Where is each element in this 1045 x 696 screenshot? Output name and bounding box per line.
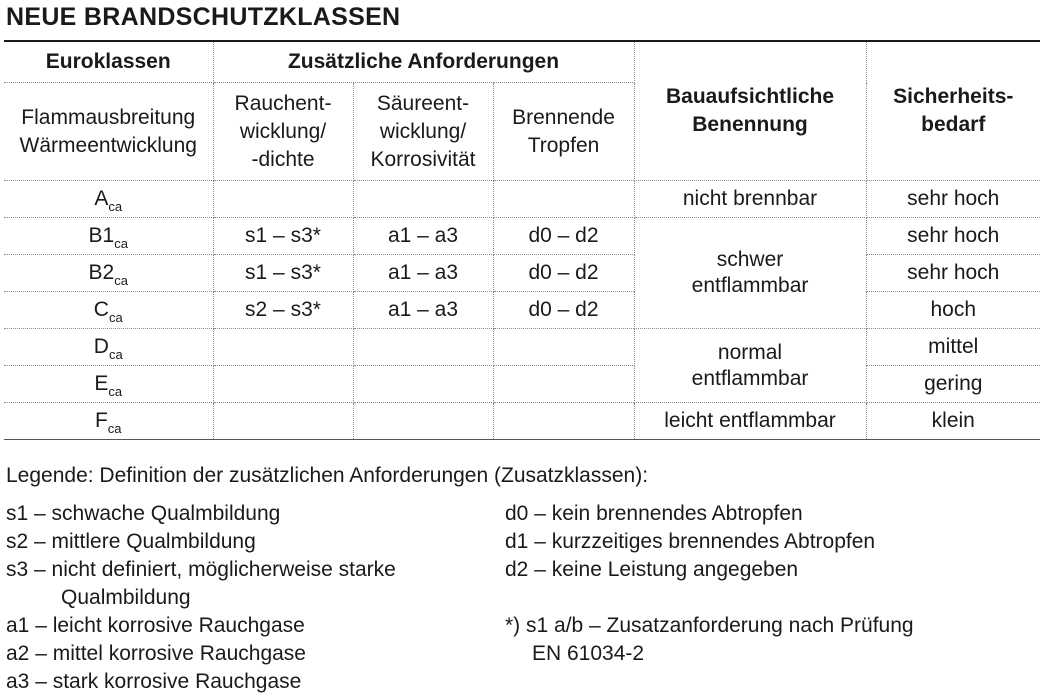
table-row xyxy=(4,366,1040,403)
table-row xyxy=(4,403,1040,440)
legend-left xyxy=(6,500,396,696)
legend-item: *) s1 a/b – Zusatzanforderung nach Prüfung xyxy=(505,614,914,637)
header-saeure: Säureent- wicklung/ Korrosivität xyxy=(353,83,493,181)
rauch-cell: s1 – s3* xyxy=(213,218,353,255)
benennung-cell: leicht entflammbar xyxy=(634,403,866,440)
rauch-cell: s1 – s3* xyxy=(213,255,353,292)
benennung-cell: schwer entflammbar xyxy=(634,218,866,329)
legend-item: s3 – nicht definiert, möglicherweise starke xyxy=(6,558,396,581)
table-row xyxy=(4,292,1040,329)
class-cell: $B1_{ca}$ xyxy=(4,218,213,255)
saeure-cell xyxy=(353,329,493,366)
header-euroklassen: Euroklassen xyxy=(4,42,213,83)
rauch-cell xyxy=(213,329,353,366)
table-row xyxy=(4,181,1040,218)
rauch-cell xyxy=(213,181,353,218)
legend-item: d1 – kurzzeitiges brennendes Abtropfen xyxy=(505,530,876,553)
bedarf-cell: hoch xyxy=(866,292,1040,329)
class-cell: $A_{ca}$ xyxy=(4,181,213,218)
bedarf-cell: klein xyxy=(866,403,1040,440)
legend-item: Qualmbildung xyxy=(61,586,191,609)
benennung-cell: nicht brennbar xyxy=(634,181,866,218)
tropfen-cell xyxy=(493,181,634,218)
header-benennung: Bauaufsichtliche Benennung xyxy=(634,42,866,181)
class-cell: $D_{ca}$ xyxy=(4,329,213,366)
page-title: NEUE BRANDSCHUTZKLASSEN xyxy=(6,3,401,31)
legend-item: d2 – keine Leistung angegeben xyxy=(505,558,799,581)
class-cell: $C_{ca}$ xyxy=(4,292,213,329)
table-row xyxy=(4,329,1040,366)
legend-title: Legende: Definition der zusätzlichen Anforderungen (Zusatzklassen): xyxy=(6,464,649,487)
bedarf-cell: sehr hoch xyxy=(866,218,1040,255)
saeure-cell: a1 – a3 xyxy=(353,218,493,255)
bedarf-cell: gering xyxy=(866,366,1040,403)
legend-item: a3 – stark korrosive Rauchgase xyxy=(6,670,302,693)
class-cell: $E_{ca}$ xyxy=(4,366,213,403)
legend-item: d0 – kein brennendes Abtropfen xyxy=(505,502,803,525)
benennung-cell: normal entflammbar xyxy=(634,329,866,403)
table-row xyxy=(4,255,1040,292)
class-cell: $F_{ca}$ xyxy=(4,403,213,440)
legend-item: a1 – leicht korrosive Rauchgase xyxy=(6,614,305,637)
tropfen-cell: d0 – d2 xyxy=(493,255,634,292)
header-zusaetzliche: Zusätzliche Anforderungen xyxy=(213,42,634,83)
bedarf-cell: mittel xyxy=(866,329,1040,366)
bedarf-cell: sehr hoch xyxy=(866,255,1040,292)
legend-item: s1 – schwache Qualmbildung xyxy=(6,502,281,525)
rauch-cell xyxy=(213,366,353,403)
tropfen-cell: d0 – d2 xyxy=(493,218,634,255)
tropfen-cell xyxy=(493,403,634,440)
tropfen-cell xyxy=(493,329,634,366)
legend-right xyxy=(505,500,914,668)
header-row-top xyxy=(4,42,1040,83)
header-rauch: Rauchent- wicklung/ -dichte xyxy=(213,83,353,181)
header-flamm: Flammausbreitung Wärmeentwicklung xyxy=(4,83,213,181)
legend-item: EN 61034-2 xyxy=(532,642,645,665)
rauch-cell: s2 – s3* xyxy=(213,292,353,329)
saeure-cell xyxy=(353,366,493,403)
saeure-cell xyxy=(353,403,493,440)
saeure-cell: a1 – a3 xyxy=(353,292,493,329)
brandschutz-table xyxy=(4,42,1040,440)
header-tropfen: Brennende Tropfen xyxy=(493,83,634,181)
tropfen-cell xyxy=(493,366,634,403)
saeure-cell: a1 – a3 xyxy=(353,255,493,292)
header-sicherheit: Sicherheits- bedarf xyxy=(866,42,1040,181)
legend-item: a2 – mittel korrosive Rauchgase xyxy=(6,642,306,665)
legend-item: s2 – mittlere Qualmbildung xyxy=(6,530,256,553)
saeure-cell xyxy=(353,181,493,218)
tropfen-cell: d0 – d2 xyxy=(493,292,634,329)
class-cell: $B2_{ca}$ xyxy=(4,255,213,292)
bedarf-cell: sehr hoch xyxy=(866,181,1040,218)
rauch-cell xyxy=(213,403,353,440)
table-row xyxy=(4,218,1040,255)
